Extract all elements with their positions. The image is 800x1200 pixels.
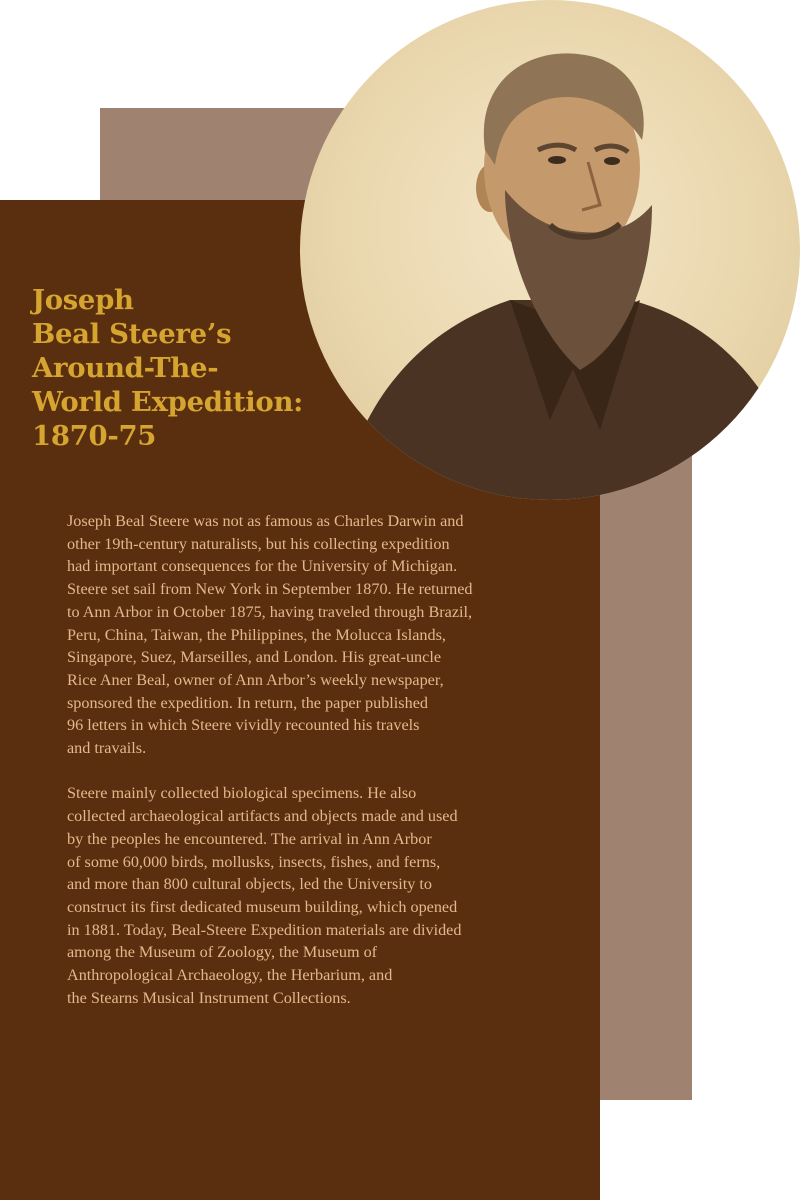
title-line: World Expedition: (32, 386, 304, 418)
title-line: Around-The- (32, 352, 219, 384)
paragraph: Steere mainly collected biological specimens. He also collected archaeological artifacts and objects made and used by the peoples he encountered. The arrival in Ann Arbor of some 60,000 birds, mollusks, insects, fishes, and ferns, and more than 800 cultural objects, led the University to construct its first dedicated museum building, which opened in 1881. Today, Beal-Steere Expedition materials are divided among the Museum of Zoology, the Museum of Anthropological Archaeology, the Herbarium, and the Stearns Musical Instrument Collections. (67, 784, 462, 1007)
title-line: Beal Steere’s (32, 318, 232, 350)
title-line: Joseph (32, 284, 134, 316)
page-title (32, 283, 372, 453)
body-text (67, 510, 547, 1032)
title-line: 1870-75 (32, 420, 157, 452)
paragraph: Joseph Beal Steere was not as famous as Charles Darwin and other 19th-century naturalists, but his collecting expedition had important consequences for the University of Michigan. Steere set sail from New York in September 1870. He returned to Ann Arbor in October 1875, having traveled through Brazil, Peru, China, Taiwan, the Philippines, the Molucca Islands, Singapore, Suez, Marseilles, and London. His great-uncle Rice Aner Beal, owner of Ann Arbor’s weekly newspaper, sponsored the expedition. In return, the paper published 96 letters in which Steere vividly recounted his travels and travails. (67, 512, 473, 758)
portrait-photo (300, 0, 800, 500)
